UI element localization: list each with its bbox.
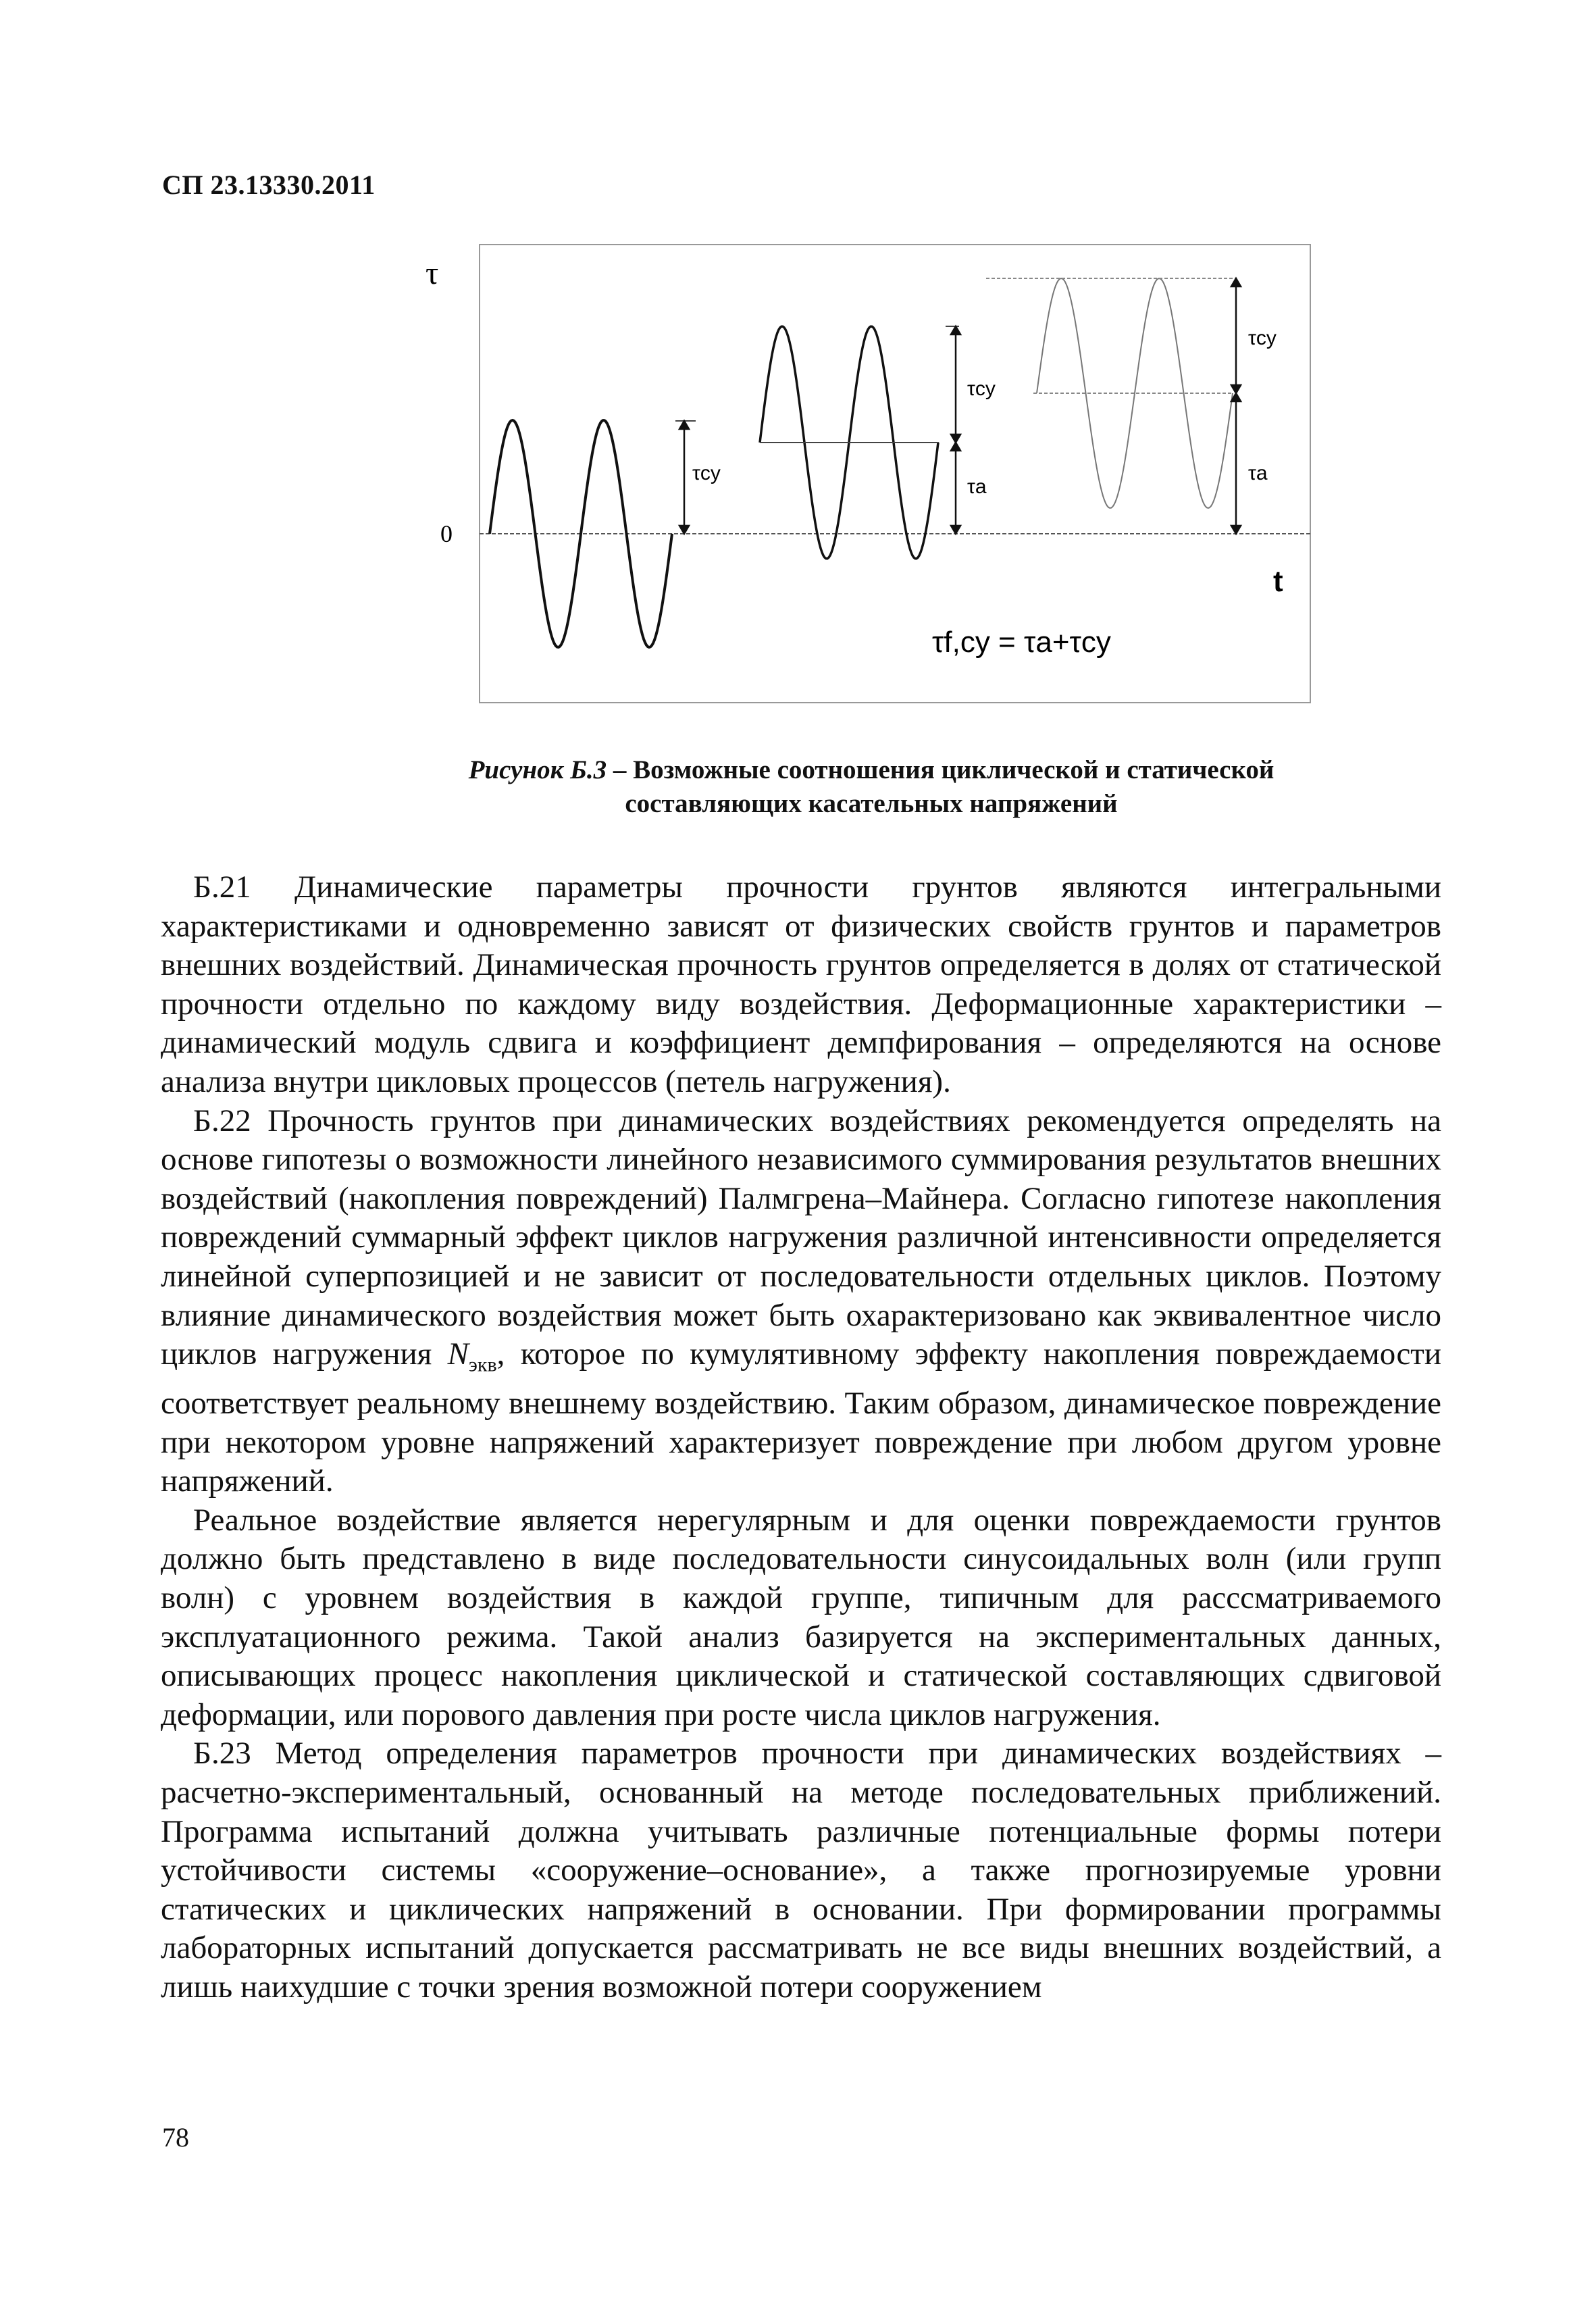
tau-a-label-3: τa xyxy=(1248,462,1268,484)
tau-cy-label-1: τcy xyxy=(692,462,721,484)
paragraph-b21: Б.21 Динамические параметры прочности грунтов являются интегральными характеристиками и одновременно зависят от физических свойств грунтов и параметров внешних воздействий. Динамическая прочность грунтов определяется в долях от статической прочности отдельно по каждому виду воздействия. Деформационные характеристики – динамический модуль сдвига и коэффициент демпфирования – определяются на основе анализа внутри цикловых процессов (петель нагружения). xyxy=(161,870,1441,1099)
tau-cy-label-3: τcy xyxy=(1248,327,1277,349)
tau-a-label-2: τa xyxy=(967,476,987,498)
page-number: 78 xyxy=(162,2122,189,2153)
figure-number: Рисунок Б.3 xyxy=(468,755,607,784)
caption-line-2: составляющих касательных напряжений xyxy=(625,789,1118,818)
paragraph-real-impact: Реальное воздействие является нерегулярным и для оценки повреждаемости грунтов должно быть представлено в виде последовательности синусоидальных волн (или групп волн) с уровнем воздействия в каждой группе, типичным для рассcматриваемого эксплуатационного режима. Такой анализ базируется на экспериментальных данных, описывающих процесс накопления циклической и статической составляющих сдвиговой деформации, или порового давления при росте числа циклов нагружения. xyxy=(161,1502,1441,1732)
figure-caption xyxy=(405,753,1337,821)
n-subscript: экв xyxy=(469,1353,497,1376)
caption-line-1: Возможные соотношения циклической и статической xyxy=(633,755,1275,784)
document-code: СП 23.13330.2011 xyxy=(162,170,376,200)
figure-frame xyxy=(480,245,1310,703)
formula-label: τf,cy = τa+τcy xyxy=(932,626,1111,659)
figure-svg xyxy=(405,230,1337,716)
paragraph-b22-part-b: , которое по кумулятивному эффекту накопления повреждаемости соответствует реальному внешнему воздействию. Таким образом, динамическое повреждение при некотором уровне напряжений характеризует повреждение при любом другом уровне напряжений. xyxy=(161,1336,1442,1499)
stress-waveform-figure xyxy=(405,230,1337,716)
tau-axis-label: τ xyxy=(426,255,439,291)
tau-cy-label-2: τcy xyxy=(967,378,996,400)
paragraph-b22 xyxy=(161,1102,1441,1501)
t-axis-label: t xyxy=(1273,565,1283,598)
paragraph-b23: Б.23 Метод определения параметров прочности при динамических воздействиях – расчетно-экспериментальный, основанный на методе последовательных приближений. Программа испытаний должна учитывать различные потенциальные формы потери устойчивости системы «сооружение–основание», а также прогнозируемые уровни статических и циклических напряжений в основании. При формировании программы лабораторных испытаний допускается рассматривать не все виды внешних воздействий, а лишь наихудшие с точки зрения возможной потери сооружением xyxy=(161,1736,1441,2005)
caption-dash: – xyxy=(607,755,634,784)
paragraph-b22-part-a: Б.22 Прочность грунтов при динамических воздействиях рекомендуется определять на основе гипотезы о возможности линейного независимого суммирования результатов внешних воздействий (накопления повреждений) Палмгрена–Майнера. Согласно гипотезе накопления повреждений суммарный эффект циклов нагружения различной интенсивности определяется линейной суперпозицией и не зависит от последовательности отдельных циклов. Поэтому влияние динамического воздействия может быть охарактеризовано как эквивалентное число циклов нагружения xyxy=(161,1103,1441,1372)
body-text xyxy=(161,868,1441,2007)
n-symbol: N xyxy=(447,1336,469,1372)
zero-label: 0 xyxy=(440,520,453,547)
